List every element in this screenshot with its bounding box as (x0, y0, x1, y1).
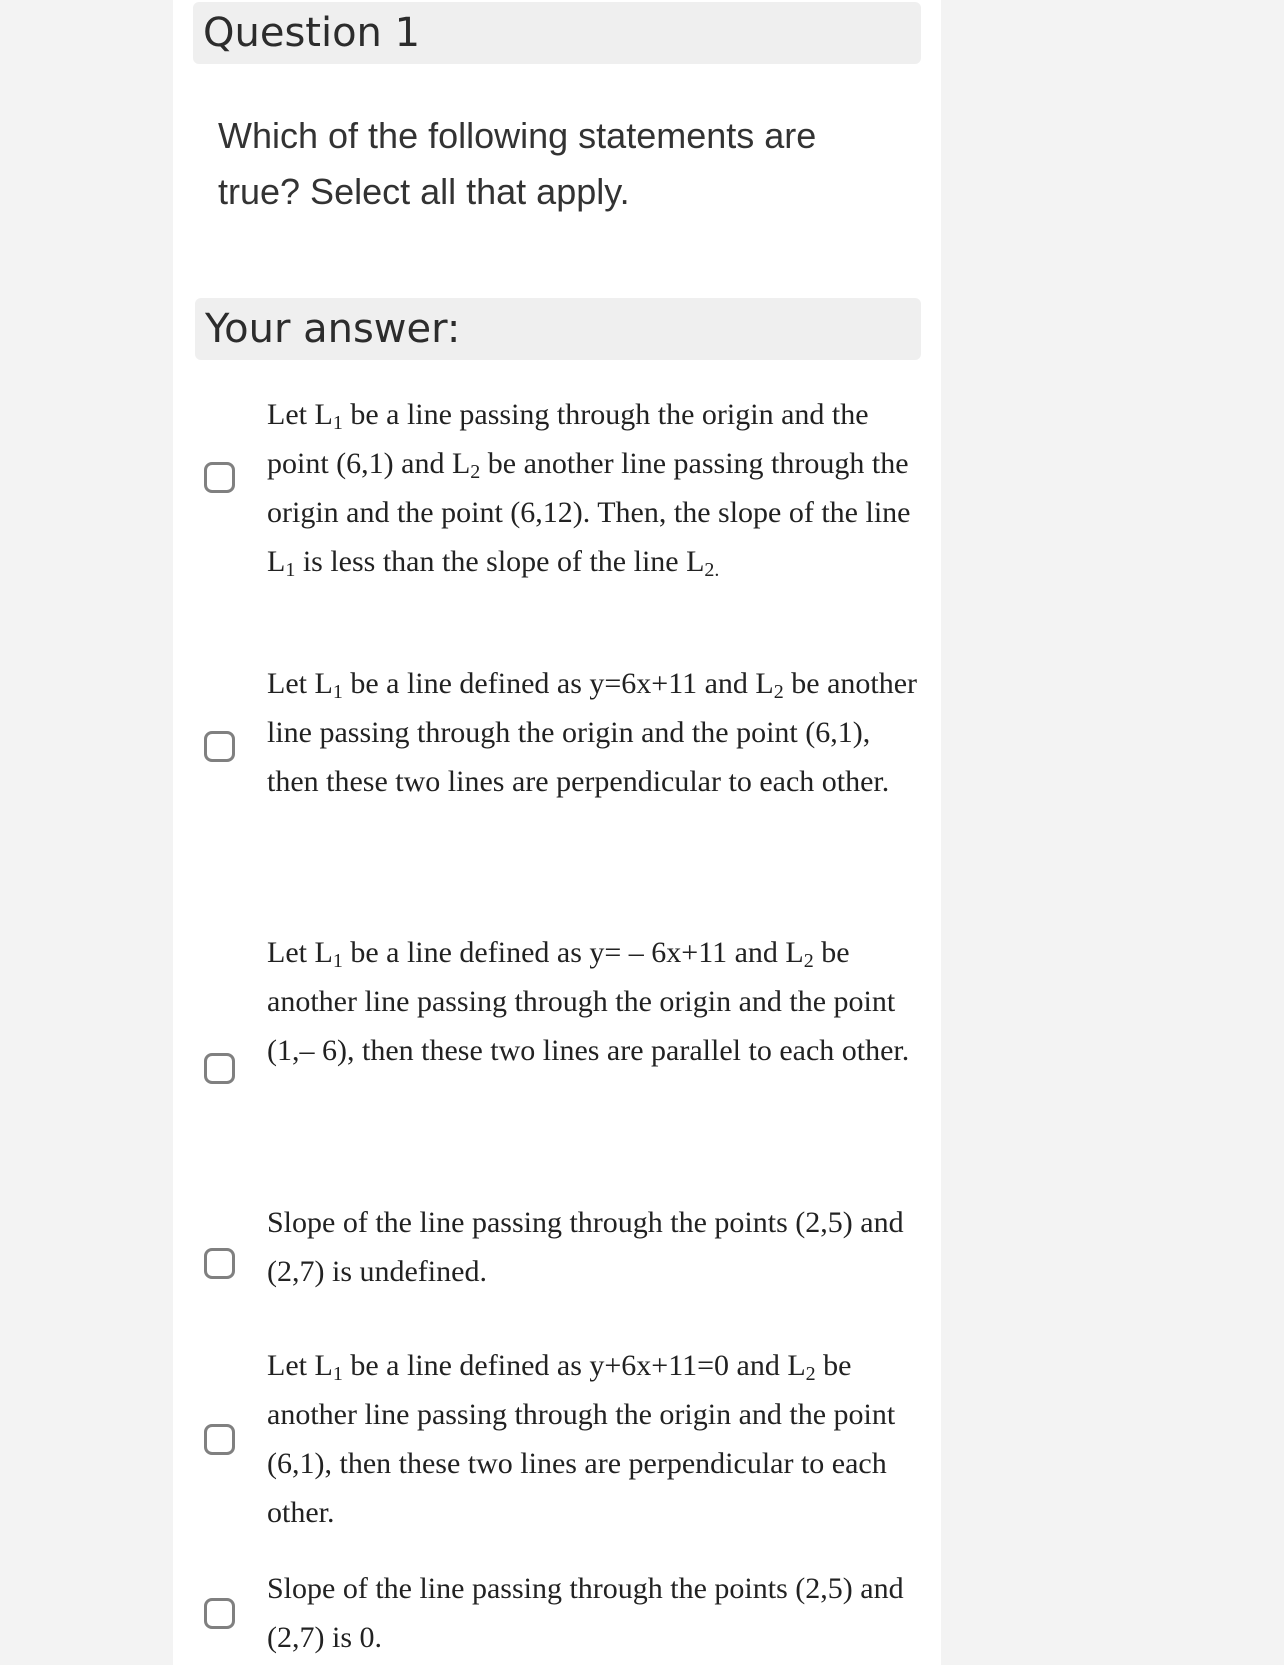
option-5-text: Let $L_1$ be a line defined as y+6x+11=0 and $L_2$ be another line passing through the origin and the point (6,1), then these two lines are perpendicular to each other. (267, 1349, 896, 1529)
option-1-text: Let $L_1$ be a line passing through the origin and the point (6,1) and $L_2$ be another line passing through the origin and the point (6,12). Then, the slope of the line $L_1$ is less than the slope of the line $L_{2.}$ (267, 398, 911, 581)
option-6-text: Slope of the line passing through the points (2,5) and (2,7) is 0. (267, 1572, 904, 1654)
option-3-text: Let $L_1$ be a line defined as y= – 6x+11 and $L_2$ be another line passing through the origin and the point (1,– 6), then these two lines are parallel to each other. (267, 936, 910, 1067)
option-4-checkbox[interactable] (204, 1248, 235, 1279)
option-3-checkbox[interactable] (204, 1053, 235, 1084)
option-6-checkbox[interactable] (204, 1598, 235, 1629)
option-2-checkbox[interactable] (204, 731, 235, 762)
option-2-text: Let $L_1$ be a line defined as y=6x+11 and $L_2$ be another line passing through the origin and the point (6,1), then these two lines are perpendicular to each other. (267, 667, 918, 798)
option-1-checkbox[interactable] (204, 462, 235, 493)
option-5-checkbox[interactable] (204, 1424, 235, 1455)
question-card (173, 0, 941, 1665)
question-prompt: Which of the following statements are true? Select all that apply. (218, 115, 817, 212)
answer-header: Your answer: (195, 298, 921, 360)
option-4-text: Slope of the line passing through the points (2,5) and (2,7) is undefined. (267, 1206, 904, 1288)
question-title: Question 1 (193, 2, 921, 64)
